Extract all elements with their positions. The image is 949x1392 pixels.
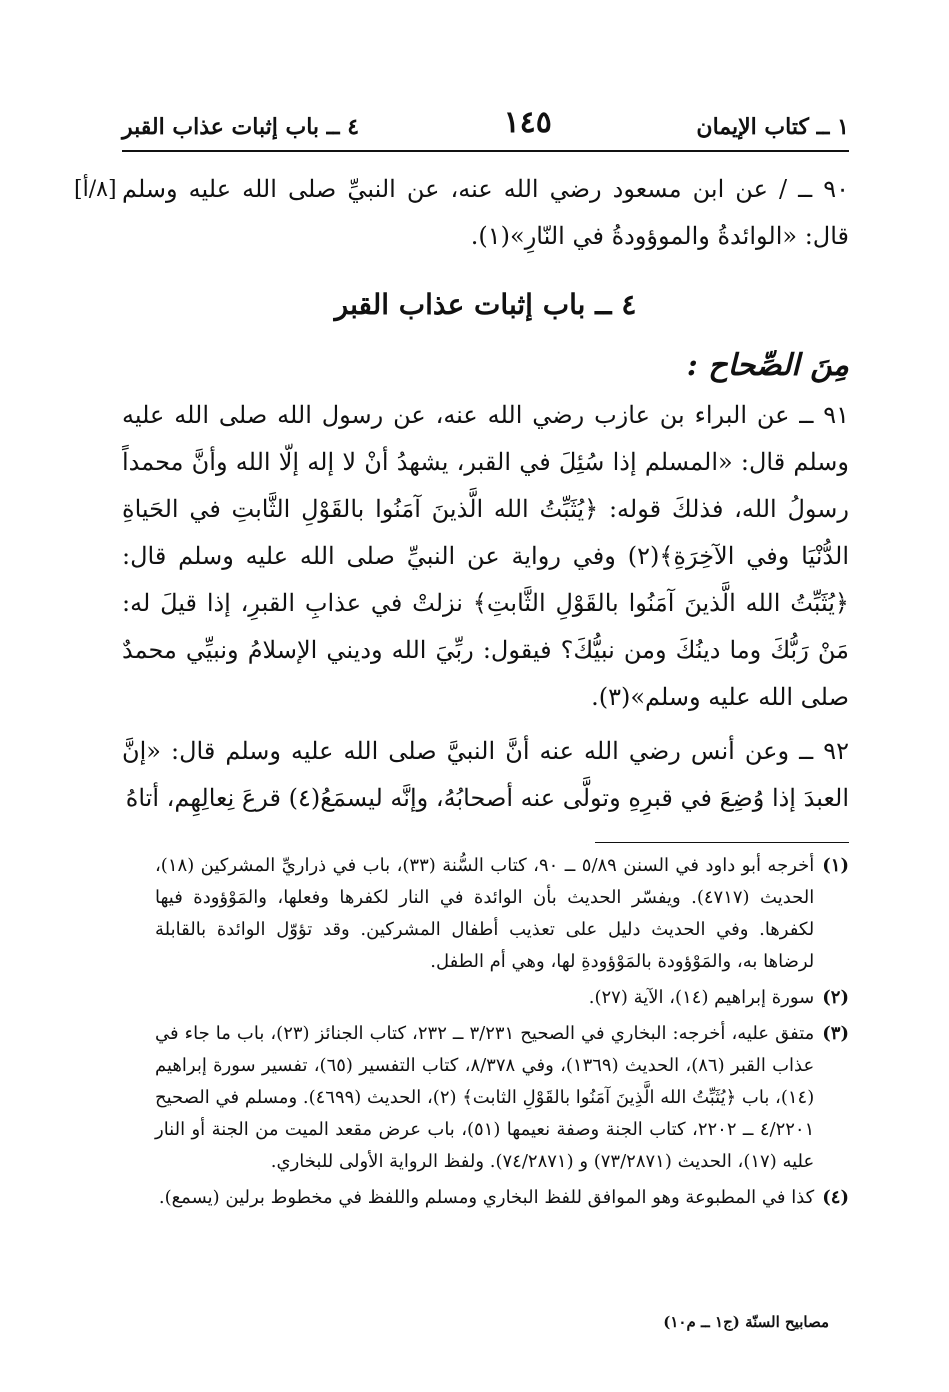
printer-signature: مصابيح السنّة (ج١ ــ م١٠) (663, 1313, 829, 1331)
footnotes (155, 850, 849, 1218)
running-header (122, 100, 849, 140)
footnote-text: كذا في المطبوعة وهو الموافق للفظ البخاري ومسلم واللفظ في مخطوط برلين (يسمع). (158, 1187, 815, 1208)
header-section: ٤ ــ باب إثبات عذاب القبر (122, 114, 360, 140)
footnote-rule (595, 842, 849, 843)
footnote-text: أخرجه أبو داود في السنن ٥/٨٩ ــ ٩٠، كتاب السُّنة (٣٣)، باب في ذراريِّ المشركين (١٨)، الحديث (٤٧١٧). ويفسّر الحديث بأن الوائدة في النار لكفرها وفعلها، والمَوْؤودة فيها لكفرها. وفي الحديث دليل على تعذيب أطفال المشركين. وقد تؤوّل الوائدة بالقابلة لرضاها به، والمَوْؤودة بالمَوْؤودةِ لها، وهي أم الطفل. (155, 855, 815, 972)
footnote-mark: (١) (822, 855, 849, 876)
hadith-91-text: ٩١ ــ عن البراء بن عازب رضي الله عنه، عن رسول الله صلى الله عليه وسلم قال: «المسلم إذا سُئِلَ في القبر، يشهدُ أنْ لا إله إلّا الله وأنَّ محمداً رسولُ الله، فذلكَ قوله: ﴿يُثَبِّتُ الله الَّذينَ آمَنُوا بالقَوْلِ الثَّابتِ في الحَياةِ الدُّنْيَا وفي الآخِرَةِ﴾(٢) وفي رواية عن النبيِّ صلى الله عليه وسلم قال: ﴿يُثَبِّتُ الله الَّذينَ آمَنُوا بالقَوْلِ الثَّابتِ﴾ نزلتْ في عذابِ القبرِ، إذا قيلَ له: مَنْ رَبُّكَ وما دينُكَ ومن نبيُّكَ؟ فيقول: ربِّيَ الله وديني الإسلامُ ونبيِّي محمدٌ صلى الله عليه وسلم»(٣). (122, 401, 849, 711)
hadith-90-text: ٩٠ ــ / عن ابن مسعود رضي الله عنه، عن النبيِّ صلى الله عليه وسلم قال: «الوائدةُ والموؤودةُ في النّارِ»(١). (122, 175, 849, 250)
hadith-90 (74, 166, 849, 260)
footnote-mark: (٢) (822, 987, 849, 1008)
footnote-text: سورة إبراهيم (١٤)، الآية (٢٧). (588, 987, 815, 1008)
subheading-sahih: مِنَ الصِّحاح : (686, 348, 849, 383)
hadith-91 (122, 392, 849, 721)
footnote-text: متفق عليه، أخرجه: البخاري في الصحيح ٣/٢٣١ ــ ٢٣٢، كتاب الجنائز (٢٣)، باب ما جاء في عذاب القبر (٨٦)، الحديث (١٣٦٩)، وفي ٨/٣٧٨، كتاب التفسير (٦٥)، تفسير سورة إبراهيم (١٤)، باب ﴿يُثَبِّتُ الله الَّذِينَ آمَنُوا بالقَوْلِ الثابت﴾ (٢)، الحديث (٤٦٩٩). ومسلم في الصحيح ٤/٢٢٠١ ــ ٢٢٠٢، كتاب الجنة وصفة نعيمها (٥١)، باب عرض مقعد الميت من الجنة أو النار عليه (١٧)، الحديث (٧٣/٢٨٧١) و (٧٤/٢٨٧١). ولفظ الرواية الأولى للبخاري. (155, 1023, 815, 1172)
section-title: ٤ ــ باب إثبات عذاب القبر (334, 288, 637, 321)
manuscript-margin-ref: [٨/أ] (74, 177, 117, 202)
footnote-mark: (٤) (822, 1187, 849, 1208)
page-number: ١٤٥ (503, 105, 552, 140)
footnote-1 (155, 850, 849, 978)
header-rule (122, 150, 849, 152)
footnote-3 (155, 1018, 849, 1178)
hadith-92 (122, 728, 849, 822)
header-chapter: ١ ــ كتاب الإيمان (696, 114, 849, 140)
footnote-mark: (٣) (822, 1023, 849, 1044)
footnote-4 (155, 1182, 849, 1214)
footnote-2 (155, 982, 849, 1014)
hadith-92-text: ٩٢ ــ وعن أنس رضي الله عنه أنَّ النبيَّ صلى الله عليه وسلم قال: «إنَّ العبدَ إذا وُضِعَ في قبرِهِ وتولَّى عنه أصحابُهُ، وإنَّه ليسمَعُ(٤) قرعَ نِعالِهِم، أتاهُ (122, 737, 849, 812)
